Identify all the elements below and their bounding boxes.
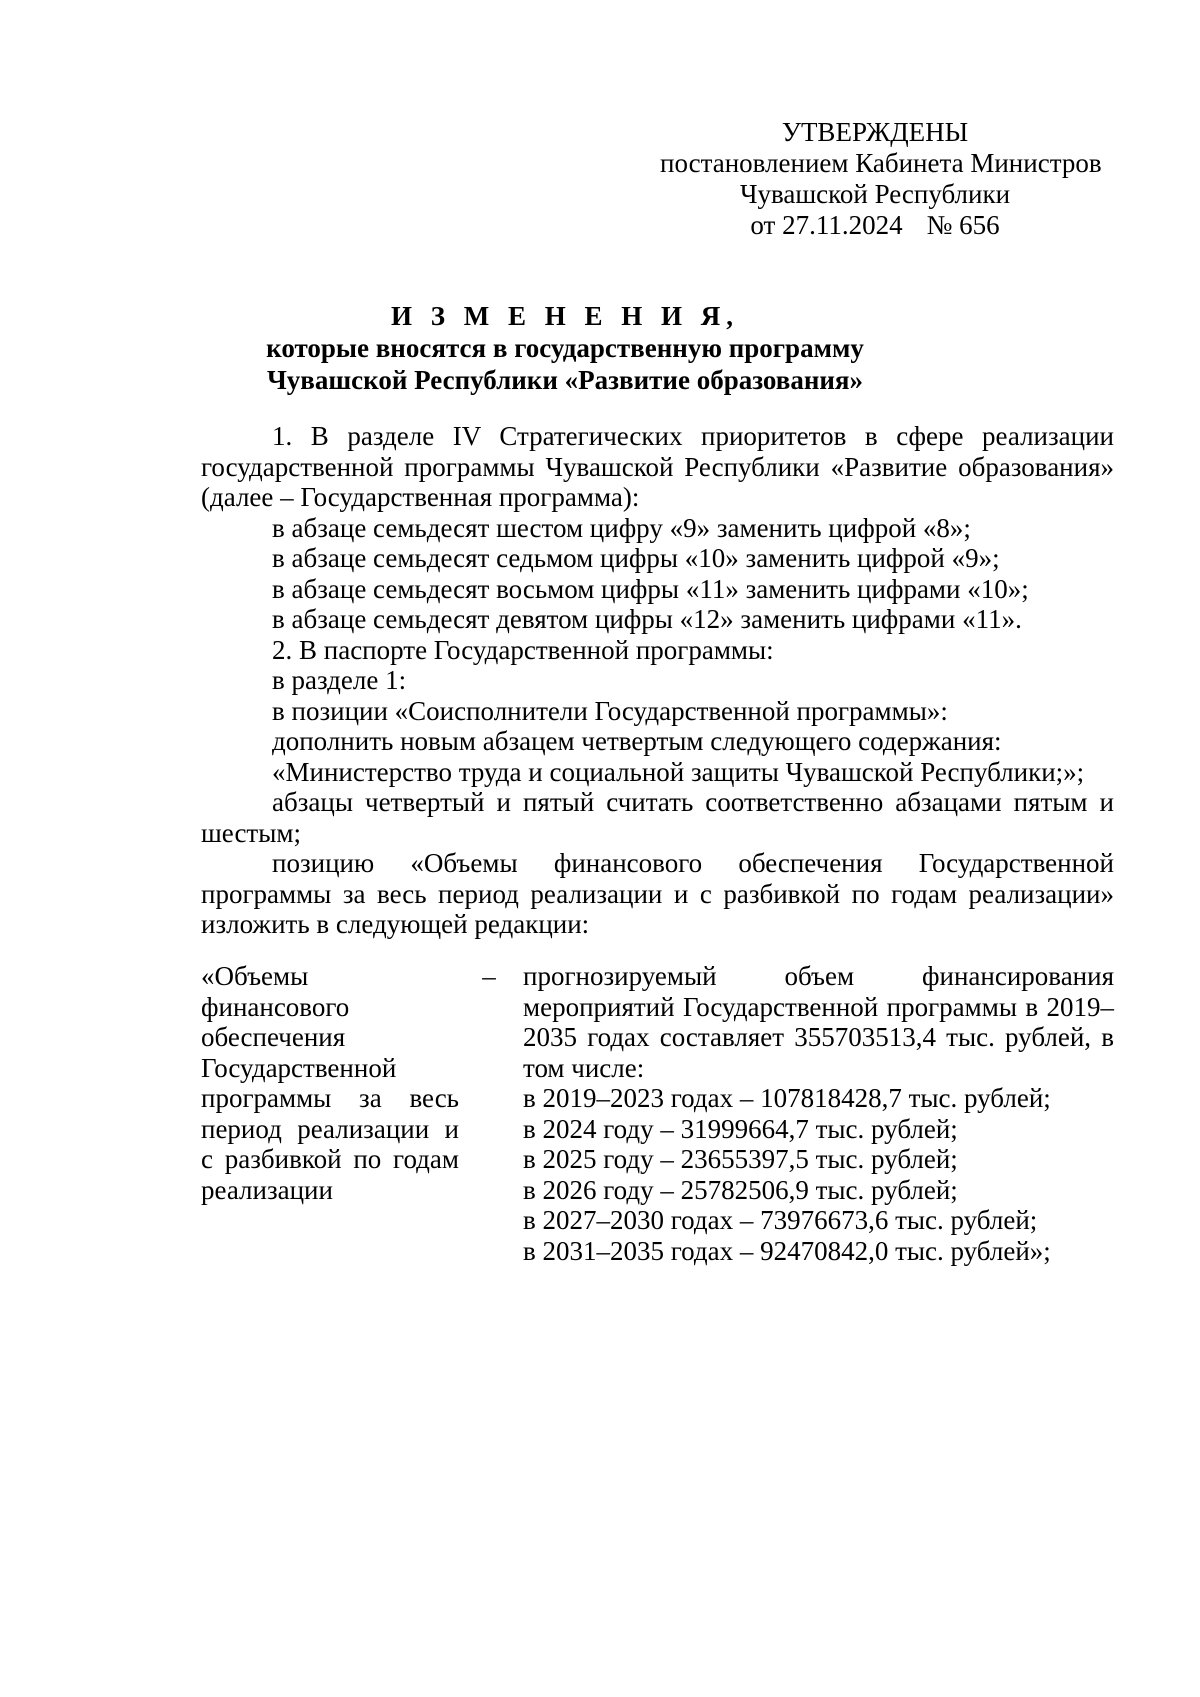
financing-row: в 2019–2023 годах – 107818428,7 тыс. рублей;	[523, 1083, 1051, 1113]
paragraph-11: абзацы четвертый и пятый считать соответственно абзацами пятым и шестым;	[201, 787, 1114, 848]
title-heading: И З М Е Н Е Н И Я,	[390, 301, 739, 331]
paragraph-10: «Министерство труда и социальной защиты Чувашской Республики;»;	[272, 756, 1085, 787]
financing-label: «Объемы финансового обеспечения Государственной программы за весь период реализации и с разбивкой по годам реализации	[201, 961, 459, 1205]
approval-stamp	[660, 117, 1102, 241]
financing-row: в 2026 году – 25782506,9 тыс. рублей;	[523, 1174, 958, 1205]
document-title	[180, 300, 950, 396]
title-line-2: Чувашской Республики «Развитие образования»	[266, 365, 864, 395]
approval-date-line	[660, 210, 1090, 241]
paragraph-7: в разделе 1:	[272, 665, 407, 695]
approval-line-2: Чувашской Республики	[739, 179, 1011, 209]
financing-lead: прогнозируемый объем финансирования мероприятий Государственной программы в 2019–2035 годах составляет 355703513,4 тыс. рублей, в том числе:	[523, 961, 1114, 1083]
financing-row: в 2024 году – 31999664,7 тыс. рублей;	[523, 1113, 958, 1144]
paragraph-4: в абзаце семьдесят восьмом цифры «11» заменить цифрами «10»;	[272, 573, 1029, 604]
financing-value	[523, 961, 1114, 1266]
title-line-1: которые вносятся в государственную программу	[266, 333, 864, 363]
paragraph-8: в позиции «Соисполнители Государственной программы»:	[272, 695, 948, 726]
financing-row: в 2025 году – 23655397,5 тыс. рублей;	[523, 1144, 958, 1174]
approval-number: № 656	[926, 210, 1000, 240]
financing-dash: –	[482, 961, 496, 991]
paragraph-9: дополнить новым абзацем четвертым следующего содержания:	[272, 726, 1002, 756]
approval-heading: УТВЕРЖДЕНЫ	[781, 117, 969, 147]
approval-date: от 27.11.2024	[750, 210, 903, 240]
paragraph-3: в абзаце семьдесят седьмом цифры «10» заменить цифрой «9»;	[272, 543, 1000, 573]
approval-line-1: постановлением Кабинета Министров	[660, 148, 1102, 178]
paragraph-1: 1. В разделе IV Стратегических приоритетов в сфере реализации государственной программы Чувашской Республики «Развитие образования» (далее – Государственная программа):	[201, 421, 1114, 512]
paragraph-12: позицию «Объемы финансового обеспечения Государственной программы за весь период реализации и с разбивкой по годам реализации» изложить в следующей редакции:	[201, 848, 1114, 939]
document-body	[201, 421, 1114, 940]
paragraph-6: 2. В паспорте Государственной программы:	[272, 634, 774, 665]
financing-row: в 2031–2035 годах – 92470842,0 тыс. рублей»;	[523, 1235, 1051, 1266]
paragraph-2: в абзаце семьдесят шестом цифру «9» заменить цифрой «8»;	[272, 512, 971, 543]
financing-row: в 2027–2030 годах – 73976673,6 тыс. рублей;	[523, 1205, 1038, 1235]
paragraph-5: в абзаце семьдесят девятом цифры «12» заменить цифрами «11».	[272, 604, 1022, 634]
